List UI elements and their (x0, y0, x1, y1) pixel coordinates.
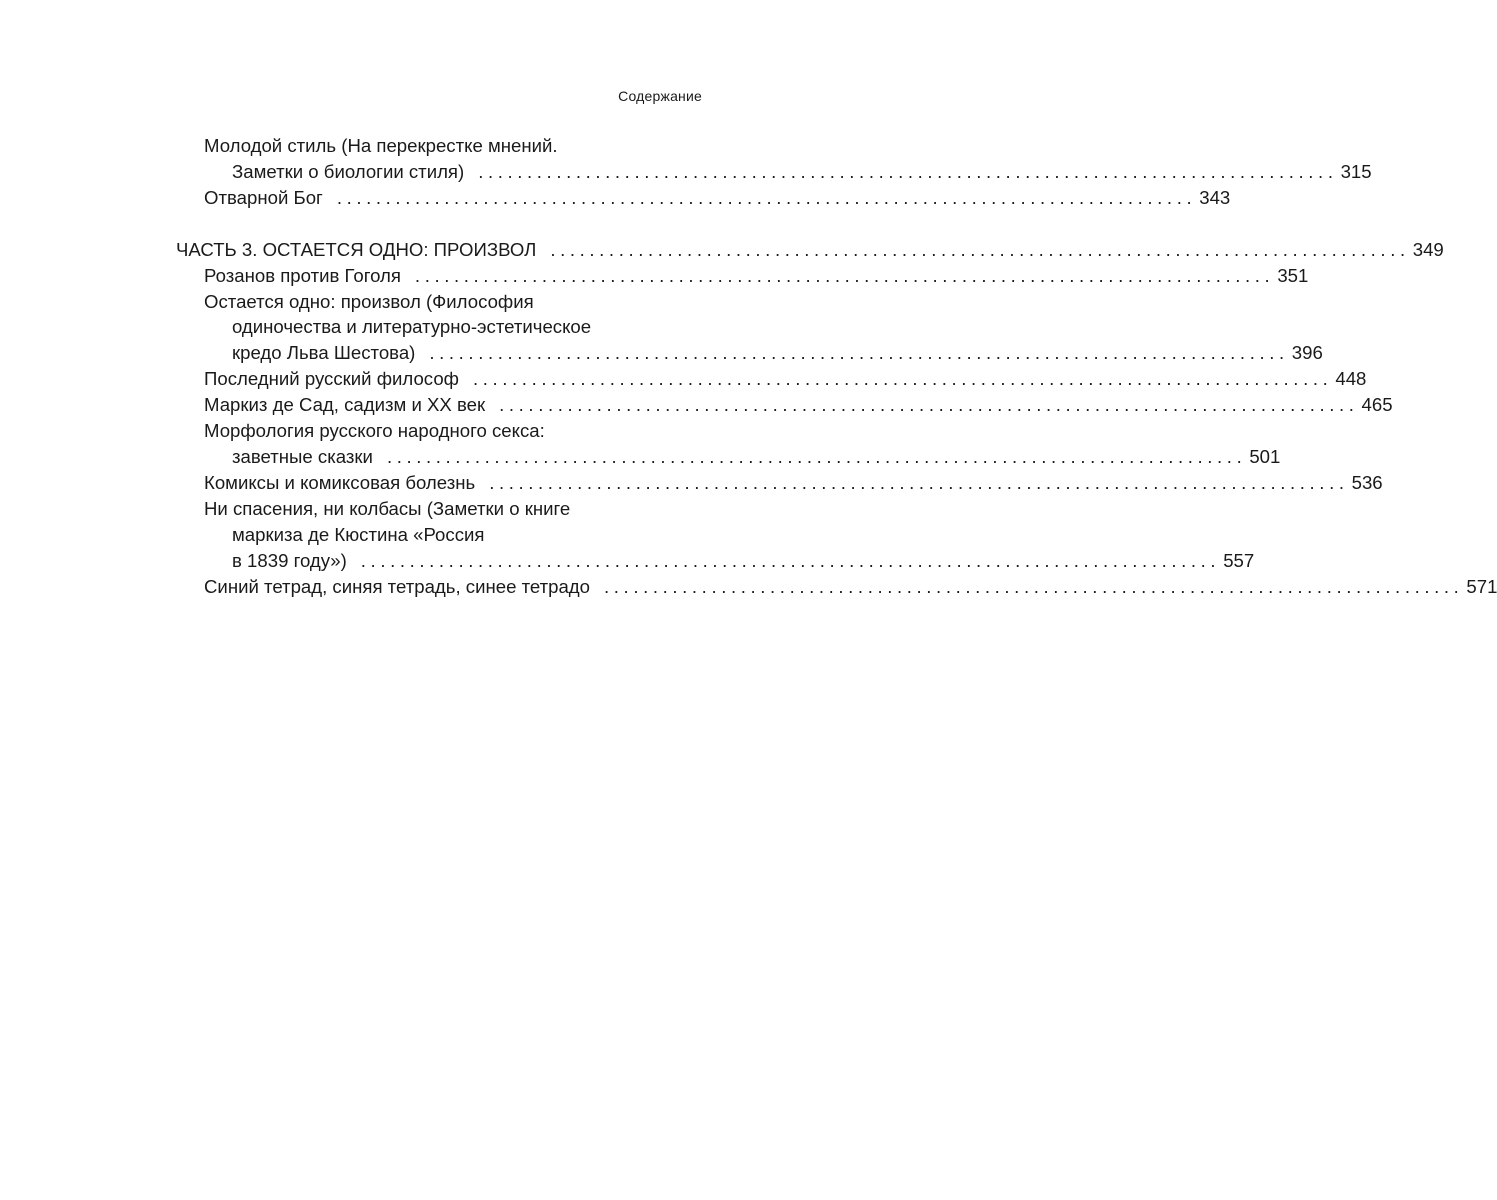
toc-part-heading (176, 237, 1444, 263)
toc-entry-last-line (204, 574, 1497, 600)
toc-entry-title-line: одиночества и литературно-эстетическое (232, 316, 592, 338)
toc-entry-title-line: Синий тетрад, синяя тетрадь, синее тетрадо (204, 575, 591, 597)
page-number: 501 (1249, 445, 1281, 467)
dot-leader: ........................................................................................ (550, 238, 1410, 260)
page-number: 536 (1351, 471, 1383, 493)
toc-entry-title-line: Маркиз де Сад, садизм и XX век (204, 394, 486, 416)
toc-entry (176, 574, 1497, 600)
page-number: 343 (1199, 186, 1231, 208)
toc-entry-title-line: в 1839 году») (232, 549, 347, 571)
page-number: 465 (1361, 394, 1393, 416)
dot-leader: ........................................................................................ (499, 394, 1359, 416)
toc-entry (176, 185, 1231, 211)
dot-leader: ........................................................................................ (478, 160, 1338, 182)
page-number: 396 (1291, 342, 1323, 364)
toc-entry-title-line: Комиксы и комиксовая болезнь (204, 471, 476, 493)
toc-entry (176, 392, 1393, 418)
toc-entry (176, 289, 1323, 367)
toc-entry (176, 418, 1281, 470)
page-number: 557 (1223, 549, 1255, 571)
toc-entry-title-line: Розанов против Гоголя (204, 264, 401, 286)
toc-entry-title-line: Ни спасения, ни колбасы (Заметки о книге (204, 497, 571, 519)
toc-entry-title-line: Отварной Бог (204, 186, 323, 208)
page-number: 315 (1340, 160, 1372, 182)
toc-entry-last-line (204, 548, 1255, 574)
toc-entry-last-line (204, 340, 1323, 366)
page-number: 448 (1335, 368, 1367, 390)
toc-entry-last-line (204, 470, 1383, 496)
toc-entry-last-line (204, 444, 1281, 470)
toc-entry-last-line (204, 159, 1372, 185)
toc-entry (176, 133, 1372, 185)
dot-leader: ........................................................................................ (489, 471, 1349, 493)
toc-entry-title-line: ЧАСТЬ 3. ОСТАЕТСЯ ОДНО: ПРОИЗВОЛ (176, 238, 537, 260)
toc-entry-title-line: Остается одно: произвол (Философия (204, 290, 534, 312)
dot-leader: ........................................................................................ (604, 575, 1464, 597)
toc-entry-title-line: маркиза де Кюстина «Россия (232, 523, 485, 545)
toc-entry (176, 366, 1367, 392)
page-number: 349 (1412, 238, 1444, 260)
dot-leader: ........................................................................................ (336, 186, 1197, 208)
toc-entry (176, 263, 1309, 289)
toc-entry-last-line (204, 185, 1231, 211)
toc-entry-last-line (204, 392, 1393, 418)
dot-leader: ........................................................................................ (472, 368, 1333, 390)
dot-leader: ........................................................................................ (414, 264, 1275, 286)
dot-leader: ........................................................................................ (386, 445, 1247, 467)
dot-leader: ........................................................................................ (429, 342, 1289, 364)
toc-entry-last-line (204, 366, 1367, 392)
page-number: 571 (1466, 575, 1497, 597)
toc-entry-title-line: заветные сказки (232, 445, 373, 467)
toc-entry-last-line (176, 237, 1444, 263)
table-of-contents (176, 133, 1497, 599)
page-number: 351 (1277, 264, 1309, 286)
toc-entry (176, 496, 1255, 574)
toc-entry-last-line (204, 263, 1309, 289)
dot-leader: ........................................................................................ (360, 549, 1221, 571)
toc-entry-title-line: Морфология русского народного секса: (204, 420, 545, 442)
toc-entry-title-line: кредо Льва Шестова) (232, 342, 416, 364)
running-header: Содержание (618, 88, 702, 104)
toc-entry-title-line: Молодой стиль (На перекрестке мнений. (204, 135, 558, 156)
toc-entry (176, 470, 1383, 496)
toc-entry-title-line: Последний русский философ (204, 368, 459, 390)
toc-entry-title-line: Заметки о биологии стиля) (232, 160, 465, 182)
